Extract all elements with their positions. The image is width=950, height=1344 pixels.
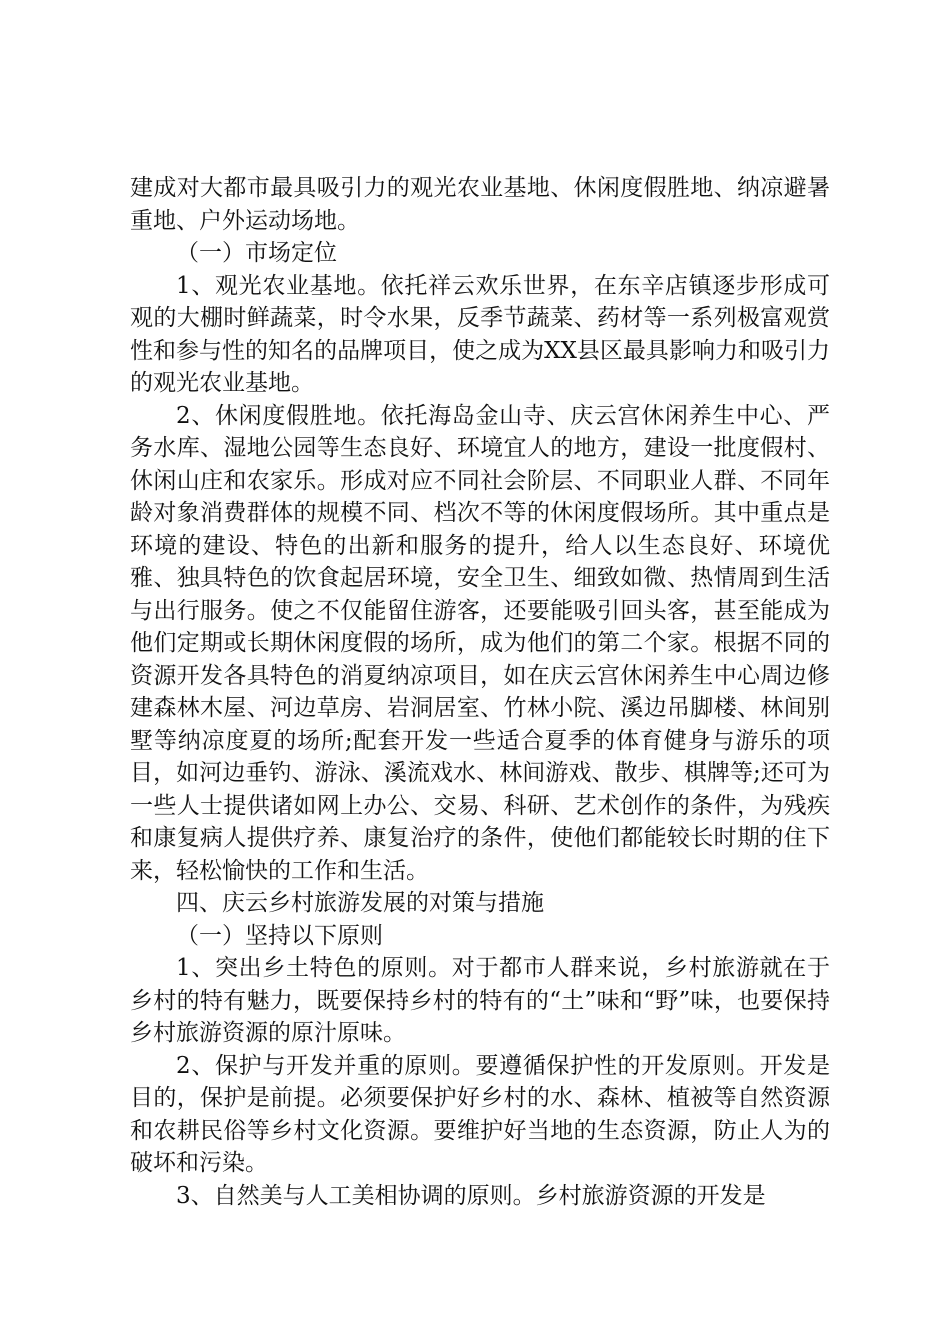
document-body — [130, 172, 830, 1212]
paragraph-leisure-resort: 2、休闲度假胜地。依托海岛金山寺、庆云宫休闲养生中心、严务水库、湿地公园等生态良好、环境宜人的地方，建设一批度假村、休闲山庄和农家乐。形成对应不同社会阶层、不同职业人群、不同年龄对象消费群体的规模不同、档次不等的休闲度假场所。其中重点是环境的建设、特色的出新和服务的提升，给人以生态良好、环境优雅、独具特色的饮食起居环境，安全卫生、细致如微、热情周到生活与出行服务。使之不仅能留住游客，还要能吸引回头客，甚至能成为他们定期或长期休闲度假的场所，成为他们的第二个家。根据不同的资源开发各具特色的消夏纳凉项目，如在庆云宫休闲养生中心周边修建森林木屋、河边草房、岩洞居室、竹林小院、溪边吊脚楼、林间别墅等纳凉度夏的场所;配套开发一些适合夏季的体育健身与游乐的项目，如河边垂钓、游泳、溪流戏水、林间游戏、散步、棋牌等;还可为一些人士提供诸如网上办公、交易、科研、艺术创作的条件，为残疾和康复病人提供疗养、康复治疗的条件，使他们都能较长时期的住下来，轻松愉快的工作和生活。 — [130, 402, 830, 884]
paragraph-principle-3: 3、自然美与人工美相协调的原则。乡村旅游资源的开发是 — [176, 1182, 766, 1209]
paragraph-principle-1: 1、突出乡土特色的原则。对于都市人群来说，乡村旅游就在于乡村的特有魅力，既要保持乡村的特有的“土”味和“野”味，也要保持乡村旅游资源的原汁原味。 — [130, 955, 830, 1046]
paragraph-principle-2: 2、保护与开发并重的原则。要遵循保护性的开发原则。开发是目的，保护是前提。必须要保护好乡村的水、森林、植被等自然资源和农耕民俗等乡村文化资源。要维护好当地的生态资源，防止人为的破坏和污染。 — [130, 1052, 830, 1176]
heading-section-four: 四、庆云乡村旅游发展的对策与措施 — [176, 890, 544, 916]
heading-principles: （一）坚持以下原则 — [176, 922, 383, 949]
paragraph-intro-continuation: 建成对大都市最具吸引力的观光农业基地、休闲度假胜地、纳凉避暑重地、户外运动场地。 — [130, 175, 830, 234]
heading-market-positioning: （一）市场定位 — [176, 240, 337, 266]
paragraph-agri-base: 1、观光农业基地。依托祥云欢乐世界，在东辛店镇逐步形成可观的大棚时鲜蔬菜，时令水果，反季节蔬菜、药材等一系列极富观赏性和参与性的知名的品牌项目，使之成为XX县区最具影响力和吸引力的观光农业基地。 — [130, 272, 830, 396]
